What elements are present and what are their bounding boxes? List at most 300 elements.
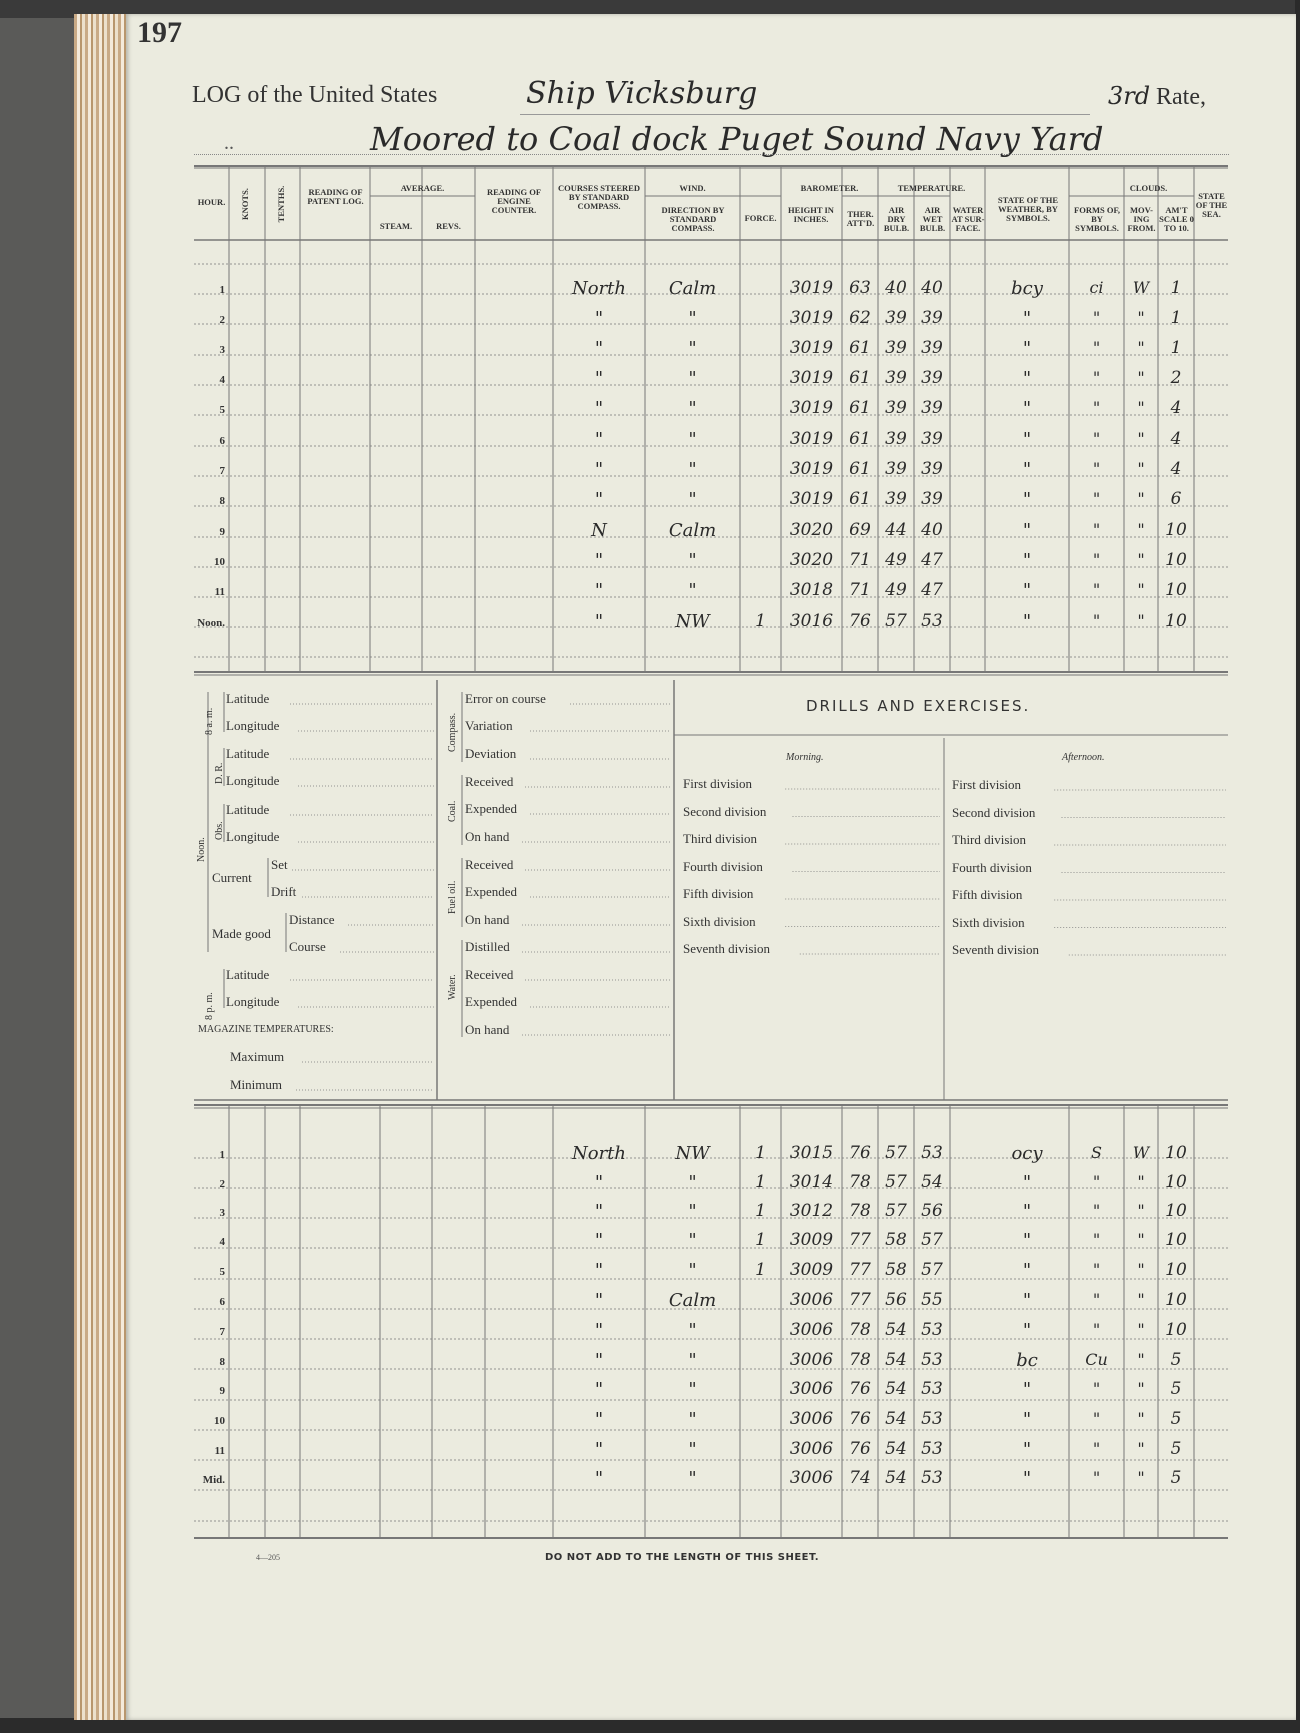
water-received-label: Received [465,967,514,982]
am-hour-label: 1 [219,284,225,296]
pm-barometer-height-cell: 3006 [789,1350,834,1370]
am-air-dry-cell: 39 [885,368,907,388]
am-cloud-amount-cell: 4 [1170,398,1182,418]
pm-weather-cell: bc [1016,1350,1038,1371]
am-cloud-amount-cell: 10 [1165,550,1187,570]
am-wind-direction-cell: " [688,580,697,601]
am-cloud-amount-cell: 10 [1165,580,1187,600]
am-weather-cell: " [1022,611,1032,632]
pm8-longitude-label: Longitude [226,994,280,1009]
am-air-dry-cell: 39 [885,308,907,328]
pm-barometer-ther-cell: 77 [849,1260,871,1280]
dr-latitude-label: Latitude [226,746,270,761]
am-barometer-ther-cell: 61 [849,429,871,449]
pm-weather-cell: " [1022,1409,1032,1430]
am-air-dry-cell: 39 [885,489,907,509]
revs-header: REVS. [436,221,461,231]
pm-hour-label: 10 [214,1415,225,1427]
am-barometer-height-cell: 3018 [789,580,834,600]
am-cloud-moving-cell: " [1137,368,1145,387]
am-air-wet-cell: 39 [921,429,943,449]
am-hour-label: 5 [219,404,225,416]
am-course-cell: North [571,278,627,299]
pm-cloud-amount-cell: 5 [1170,1439,1182,1459]
pm-cloud-moving-cell: " [1137,1320,1145,1339]
am-air-wet-cell: 40 [921,278,943,298]
am-cloud-forms-cell: " [1092,308,1101,327]
pm-cloud-forms-cell: " [1092,1379,1101,1398]
cloud-forms-header: FORMS OF, BY SYMBOLS. [1074,205,1120,233]
pm-cloud-forms-cell: " [1092,1468,1101,1487]
pm-cloud-moving-cell: " [1137,1409,1145,1428]
water-expended-label: Expended [465,994,517,1009]
pm-course-cell: " [594,1320,604,1341]
pm-air-dry-cell: 54 [885,1468,907,1488]
pm8-latitude-label: Latitude [226,967,270,982]
pm-air-wet-cell: 55 [921,1290,943,1310]
am8-label: 8 a. m. [204,707,215,735]
am-cloud-forms-cell: " [1092,520,1101,539]
pm-barometer-height-cell: 3015 [789,1143,834,1163]
am-air-dry-cell: 49 [885,550,907,570]
pm-wind-force-cell: 1 [755,1143,766,1163]
pm-air-dry-cell: 58 [885,1260,907,1280]
pm-weather-cell: " [1022,1439,1032,1460]
am-weather-cell: " [1022,429,1032,450]
pm-course-cell: " [594,1439,604,1460]
hour-header: HOUR. [197,197,226,207]
pm-cloud-moving-cell: " [1137,1350,1145,1369]
pm-hour-label: 8 [219,1356,225,1368]
am-course-cell: " [594,580,604,601]
pm-cloud-forms-cell: " [1092,1260,1101,1279]
pm-air-dry-cell: 57 [885,1172,907,1192]
pm-barometer-height-cell: 3014 [789,1172,834,1192]
pm-wind-direction-cell: " [688,1230,697,1251]
am-barometer-ther-cell: 61 [849,398,871,418]
pm-course-cell: " [594,1379,604,1400]
pm-hour-label: 11 [214,1445,225,1457]
am-hour-label: 11 [214,586,225,598]
pm-air-wet-cell: 53 [921,1439,943,1459]
pm-weather-cell: ocy [1011,1143,1043,1164]
am-cloud-forms-cell: " [1092,398,1101,417]
obs-longitude-label: Longitude [226,829,280,844]
pm-cloud-forms-cell: " [1092,1409,1101,1428]
pm-cloud-amount-cell: 10 [1165,1230,1187,1250]
am-barometer-ther-cell: 61 [849,368,871,388]
pm-wind-direction-cell: " [688,1350,697,1371]
location-remark: Moored to Coal dock Puget Sound Navy Yard [370,120,1104,158]
air-dry-header: AIR DRY BULB. [883,205,910,233]
am-wind-direction-cell: " [688,429,697,450]
patent-log-header: READING OF PATENT LOG. [307,187,364,206]
error-on-course-label: Error on course [465,691,546,706]
current-label: Current [212,870,252,885]
am-cloud-moving-cell: " [1137,580,1145,599]
pm-wind-direction-cell: " [688,1468,697,1489]
rate-value: 3rd [1108,82,1151,110]
pm-air-dry-cell: 56 [885,1290,907,1310]
coal-received-label: Received [465,774,514,789]
pm-wind-direction-cell: " [688,1439,697,1460]
am-cloud-forms-cell: " [1092,489,1101,508]
am-course-cell: " [594,429,604,450]
am-course-cell: " [594,368,604,389]
fuel-expended-label: Expended [465,884,517,899]
afternoon-division-6-label: Sixth division [952,914,1025,930]
morning-division-6-label: Sixth division [683,913,756,929]
am-barometer-height-cell: 3019 [789,398,834,418]
am-barometer-height-cell: 3019 [789,278,834,298]
pm-cloud-forms-cell: S [1091,1143,1102,1162]
am-barometer-height-cell: 3020 [789,520,834,540]
rate-label: Rate, [1156,84,1206,110]
am-hour-label: 4 [219,374,225,386]
noon-label: Noon. [196,837,207,862]
afternoon-division-4-label: Fourth division [952,859,1032,875]
pm-barometer-height-cell: 3009 [789,1260,834,1280]
am8-latitude-label: Latitude [226,691,270,706]
pm-hour-label: 5 [219,1266,225,1278]
water-header: WATER AT SUR-FACE. [951,205,985,233]
coal-on-hand-label: On hand [465,829,510,844]
remark-prefix: .. [224,132,234,154]
pm-hour-label: 4 [219,1236,225,1248]
am-cloud-moving-cell: " [1137,459,1145,478]
pm-air-dry-cell: 54 [885,1439,907,1459]
pm-weather-cell: " [1022,1320,1032,1341]
am-cloud-forms-cell: " [1092,550,1101,569]
average-header: AVERAGE. [400,183,445,193]
pm-cloud-moving-cell: " [1137,1260,1145,1279]
pm-barometer-height-cell: 3012 [789,1201,834,1221]
footer-note: DO NOT ADD TO THE LENGTH OF THIS SHEET. [545,1552,820,1563]
pm-weather-cell: " [1022,1290,1032,1311]
am-weather-cell: " [1022,398,1032,419]
steam-header: STEAM. [379,221,413,231]
obs-label: Obs. [214,821,225,840]
wind-force-header: FORCE. [744,213,777,223]
pm-barometer-ther-cell: 78 [849,1320,871,1340]
am-cloud-amount-cell: 4 [1170,429,1182,449]
am-wind-direction-cell: " [688,398,697,419]
am-barometer-ther-cell: 63 [849,278,871,298]
pm-air-wet-cell: 57 [921,1260,943,1280]
pm-wind-force-cell: 1 [755,1230,766,1250]
pm-course-cell: " [594,1260,604,1281]
pm-air-dry-cell: 54 [885,1350,907,1370]
pm-barometer-ther-cell: 76 [849,1409,871,1429]
am-hour-label: Noon. [197,617,225,629]
drills-morning-label: Morning. [786,752,824,763]
am-course-cell: " [594,611,604,632]
barometer-header: BAROMETER. [800,183,859,193]
am-air-wet-cell: 53 [921,611,943,631]
pm-cloud-amount-cell: 10 [1165,1320,1187,1340]
afternoon-division-5-label: Fifth division [952,887,1023,902]
pm-cloud-forms-cell: " [1092,1439,1101,1458]
baro-height-header: HEIGHT IN INCHES. [788,205,834,224]
pm-air-dry-cell: 57 [885,1201,907,1221]
am-hour-label: 6 [219,435,225,447]
drills-afternoon-label: Afternoon. [1062,752,1105,763]
coal-label: Coal. [447,800,458,822]
am-wind-direction-cell: " [688,489,697,510]
am-weather-cell: " [1022,459,1032,480]
ship-name: Ship Vicksburg [526,76,758,111]
am-cloud-moving-cell: " [1137,338,1145,357]
am-barometer-ther-cell: 61 [849,338,871,358]
pm-cloud-moving-cell: " [1137,1230,1145,1249]
am-hour-label: 9 [219,526,225,538]
pm-course-cell: " [594,1350,604,1371]
pm-cloud-amount-cell: 10 [1165,1172,1187,1192]
engine-counter-header: READING OF ENGINE COUNTER. [486,187,542,215]
am-barometer-ther-cell: 61 [849,489,871,509]
am-air-dry-cell: 39 [885,429,907,449]
pm-hour-label: 6 [219,1296,225,1308]
am-cloud-moving-cell: " [1137,308,1145,327]
am-air-dry-cell: 39 [885,338,907,358]
am-course-cell: " [594,489,604,510]
pm-air-wet-cell: 54 [921,1172,943,1192]
am-cloud-amount-cell: 1 [1170,338,1182,358]
drills-title: DRILLS AND EXERCISES. [806,697,1031,715]
am-weather-cell: " [1022,338,1032,359]
pm-wind-force-cell: 1 [755,1260,766,1280]
am-cloud-forms-cell: ci [1089,278,1104,297]
am-barometer-height-cell: 3019 [789,429,834,449]
wind-direction-header: DIRECTION BY STANDARD COMPASS. [661,205,725,233]
am-barometer-ther-cell: 71 [849,550,871,570]
pm-barometer-height-cell: 3006 [789,1439,834,1459]
morning-division-2-label: Second division [683,803,767,819]
fuel-oil-label: Fuel oil. [447,880,458,914]
am-course-cell: " [594,338,604,359]
drift-label: Drift [271,884,297,899]
am-wind-direction-cell: " [688,308,697,329]
pm-weather-cell: " [1022,1172,1032,1193]
am-hour-label: 2 [219,314,225,326]
pm-barometer-ther-cell: 78 [849,1201,871,1221]
pm-barometer-height-cell: 3006 [789,1290,834,1310]
am-barometer-ther-cell: 62 [849,308,871,328]
afternoon-division-2-label: Second division [952,804,1036,820]
pm-air-wet-cell: 53 [921,1320,943,1340]
pm-air-wet-cell: 57 [921,1230,943,1250]
am-wind-direction-cell: " [688,459,697,480]
am-cloud-moving-cell: " [1137,550,1145,569]
am-wind-direction-cell: NW [675,611,710,632]
pm-cloud-forms-cell: " [1092,1290,1101,1309]
am-air-wet-cell: 39 [921,489,943,509]
am-air-wet-cell: 40 [921,520,943,540]
pm-air-dry-cell: 54 [885,1379,907,1399]
obs-latitude-label: Latitude [226,802,270,817]
pm-weather-cell: " [1022,1230,1032,1251]
distance-label: Distance [289,912,335,927]
afternoon-division-1-label: First division [952,777,1021,792]
am-course-cell: " [594,398,604,419]
am-barometer-ther-cell: 71 [849,580,871,600]
pm-barometer-height-cell: 3006 [789,1320,834,1340]
pm-cloud-amount-cell: 5 [1170,1379,1182,1399]
pm-wind-direction-cell: " [688,1260,697,1281]
am-cloud-moving-cell: " [1137,489,1145,508]
pm-wind-direction-cell: " [688,1409,697,1430]
pm-barometer-height-cell: 3009 [789,1230,834,1250]
pm-cloud-moving-cell: " [1137,1468,1145,1487]
pm-hour-label: 2 [219,1178,225,1190]
am-hour-label: 10 [214,556,225,568]
pm-wind-direction-cell: " [688,1379,697,1400]
pm-course-cell: North [571,1143,627,1164]
made-good-label: Made good [212,926,271,941]
am-cloud-forms-cell: " [1092,368,1101,387]
am-weather-cell: " [1022,489,1032,510]
course-label: Course [289,939,326,954]
pm-barometer-height-cell: 3006 [789,1379,834,1399]
pm-cloud-amount-cell: 10 [1165,1201,1187,1221]
sea-header: STATE OF THE SEA. [1195,191,1228,219]
am-cloud-forms-cell: " [1092,459,1101,478]
pm-barometer-ther-cell: 76 [849,1379,871,1399]
pm-barometer-height-cell: 3006 [789,1409,834,1429]
am-air-dry-cell: 44 [885,520,907,540]
morning-division-4-label: Fourth division [683,858,763,874]
am-air-wet-cell: 39 [921,338,943,358]
pm-air-dry-cell: 58 [885,1230,907,1250]
pm-air-wet-cell: 53 [921,1143,943,1163]
distilled-label: Distilled [465,939,510,954]
pm-cloud-amount-cell: 5 [1170,1468,1182,1488]
morning-division-1-label: First division [683,776,752,791]
am-barometer-height-cell: 3019 [789,338,834,358]
pm-course-cell: " [594,1409,604,1430]
am-barometer-height-cell: 3016 [789,611,834,631]
am-cloud-forms-cell: " [1092,611,1101,630]
tenths-header: TENTHS. [276,185,286,223]
am-cloud-moving-cell: " [1137,611,1145,630]
deviation-label: Deviation [465,746,517,761]
am-air-dry-cell: 39 [885,459,907,479]
pm-air-wet-cell: 53 [921,1468,943,1488]
am-course-cell: N [591,520,607,541]
am-weather-cell: " [1022,580,1032,601]
pm-wind-force-cell: 1 [755,1201,766,1221]
courses-header: COURSES STEERED BY STANDARD COMPASS. [558,183,640,211]
pm-cloud-amount-cell: 10 [1165,1143,1187,1163]
clouds-header: CLOUDS. [1129,183,1168,193]
pm-air-wet-cell: 53 [921,1350,943,1370]
am-hour-label: 7 [219,465,225,477]
am-cloud-amount-cell: 1 [1170,278,1182,298]
water-on-hand-label: On hand [465,1022,510,1037]
pm-cloud-forms-cell: " [1092,1320,1101,1339]
variation-label: Variation [465,718,513,733]
pm-wind-direction-cell: " [688,1320,697,1341]
fuel-on-hand-label: On hand [465,912,510,927]
pm-cloud-amount-cell: 10 [1165,1260,1187,1280]
am-air-wet-cell: 39 [921,368,943,388]
am-air-wet-cell: 47 [921,550,943,570]
air-wet-header: AIR WET BULB. [919,205,946,233]
pm-cloud-forms-cell: " [1092,1230,1101,1249]
am-wind-direction-cell: " [688,550,697,571]
am-cloud-moving-cell: " [1137,398,1145,417]
wind-header: WIND. [679,183,706,193]
pm-air-dry-cell: 57 [885,1143,907,1163]
pm-air-wet-cell: 56 [921,1201,943,1221]
pm-cloud-amount-cell: 5 [1170,1409,1182,1429]
pm-weather-cell: " [1022,1468,1032,1489]
pm-wind-direction-cell: " [688,1201,697,1222]
pm-wind-direction-cell: NW [675,1143,710,1164]
footer-code: 4—205 [256,1553,280,1562]
pm-weather-cell: " [1022,1201,1032,1222]
pm-weather-cell: " [1022,1379,1032,1400]
am8-longitude-label: Longitude [226,718,280,733]
am-air-wet-cell: 39 [921,308,943,328]
am-weather-cell: " [1022,368,1032,389]
page-number: 197 [137,16,182,49]
morning-division-3-label: Third division [683,831,758,846]
am-cloud-moving-cell: " [1137,429,1145,448]
pm-hour-label: 9 [219,1385,225,1397]
am-air-dry-cell: 40 [885,278,907,298]
pm-course-cell: " [594,1201,604,1222]
pm-barometer-ther-cell: 76 [849,1439,871,1459]
am-wind-direction-cell: " [688,368,697,389]
pm-air-dry-cell: 54 [885,1320,907,1340]
pm-cloud-amount-cell: 10 [1165,1290,1187,1310]
am-barometer-height-cell: 3019 [789,489,834,509]
am-barometer-ther-cell: 76 [849,611,871,631]
am-barometer-ther-cell: 69 [849,520,871,540]
am-air-dry-cell: 57 [885,611,907,631]
weather-header: STATE OF THE WEATHER, BY SYMBOLS. [997,195,1059,223]
pm-barometer-ther-cell: 77 [849,1230,871,1250]
am-weather-cell: " [1022,550,1032,571]
am-air-dry-cell: 39 [885,398,907,418]
am-air-wet-cell: 39 [921,459,943,479]
pm-air-wet-cell: 53 [921,1379,943,1399]
pm-cloud-moving-cell: " [1137,1439,1145,1458]
am-air-wet-cell: 39 [921,398,943,418]
cloud-amt-header: AM'T SCALE 0 TO 10. [1159,205,1194,233]
am-barometer-height-cell: 3020 [789,550,834,570]
afternoon-division-7-label: Seventh division [952,942,1040,957]
am-cloud-amount-cell: 10 [1165,611,1187,631]
am-air-wet-cell: 47 [921,580,943,600]
morning-division-7-label: Seventh division [683,941,771,956]
pm-wind-direction-cell: " [688,1172,697,1193]
magazine-maximum-label: Maximum [230,1049,285,1064]
magazine-label: MAGAZINE TEMPERATURES: [198,1024,334,1035]
cloud-moving-header: MOV-ING FROM. [1127,205,1156,233]
pm-wind-direction-cell: Calm [668,1290,717,1311]
am-hour-label: 3 [219,344,225,356]
morning-division-5-label: Fifth division [683,886,754,901]
am-barometer-height-cell: 3019 [789,308,834,328]
pm-course-cell: " [594,1230,604,1251]
am-wind-direction-cell: Calm [668,278,717,299]
pm-cloud-moving-cell: " [1137,1201,1145,1220]
pm-barometer-ther-cell: 78 [849,1172,871,1192]
log-title: LOG of the United States [192,82,438,108]
pm-barometer-ther-cell: 77 [849,1290,871,1310]
